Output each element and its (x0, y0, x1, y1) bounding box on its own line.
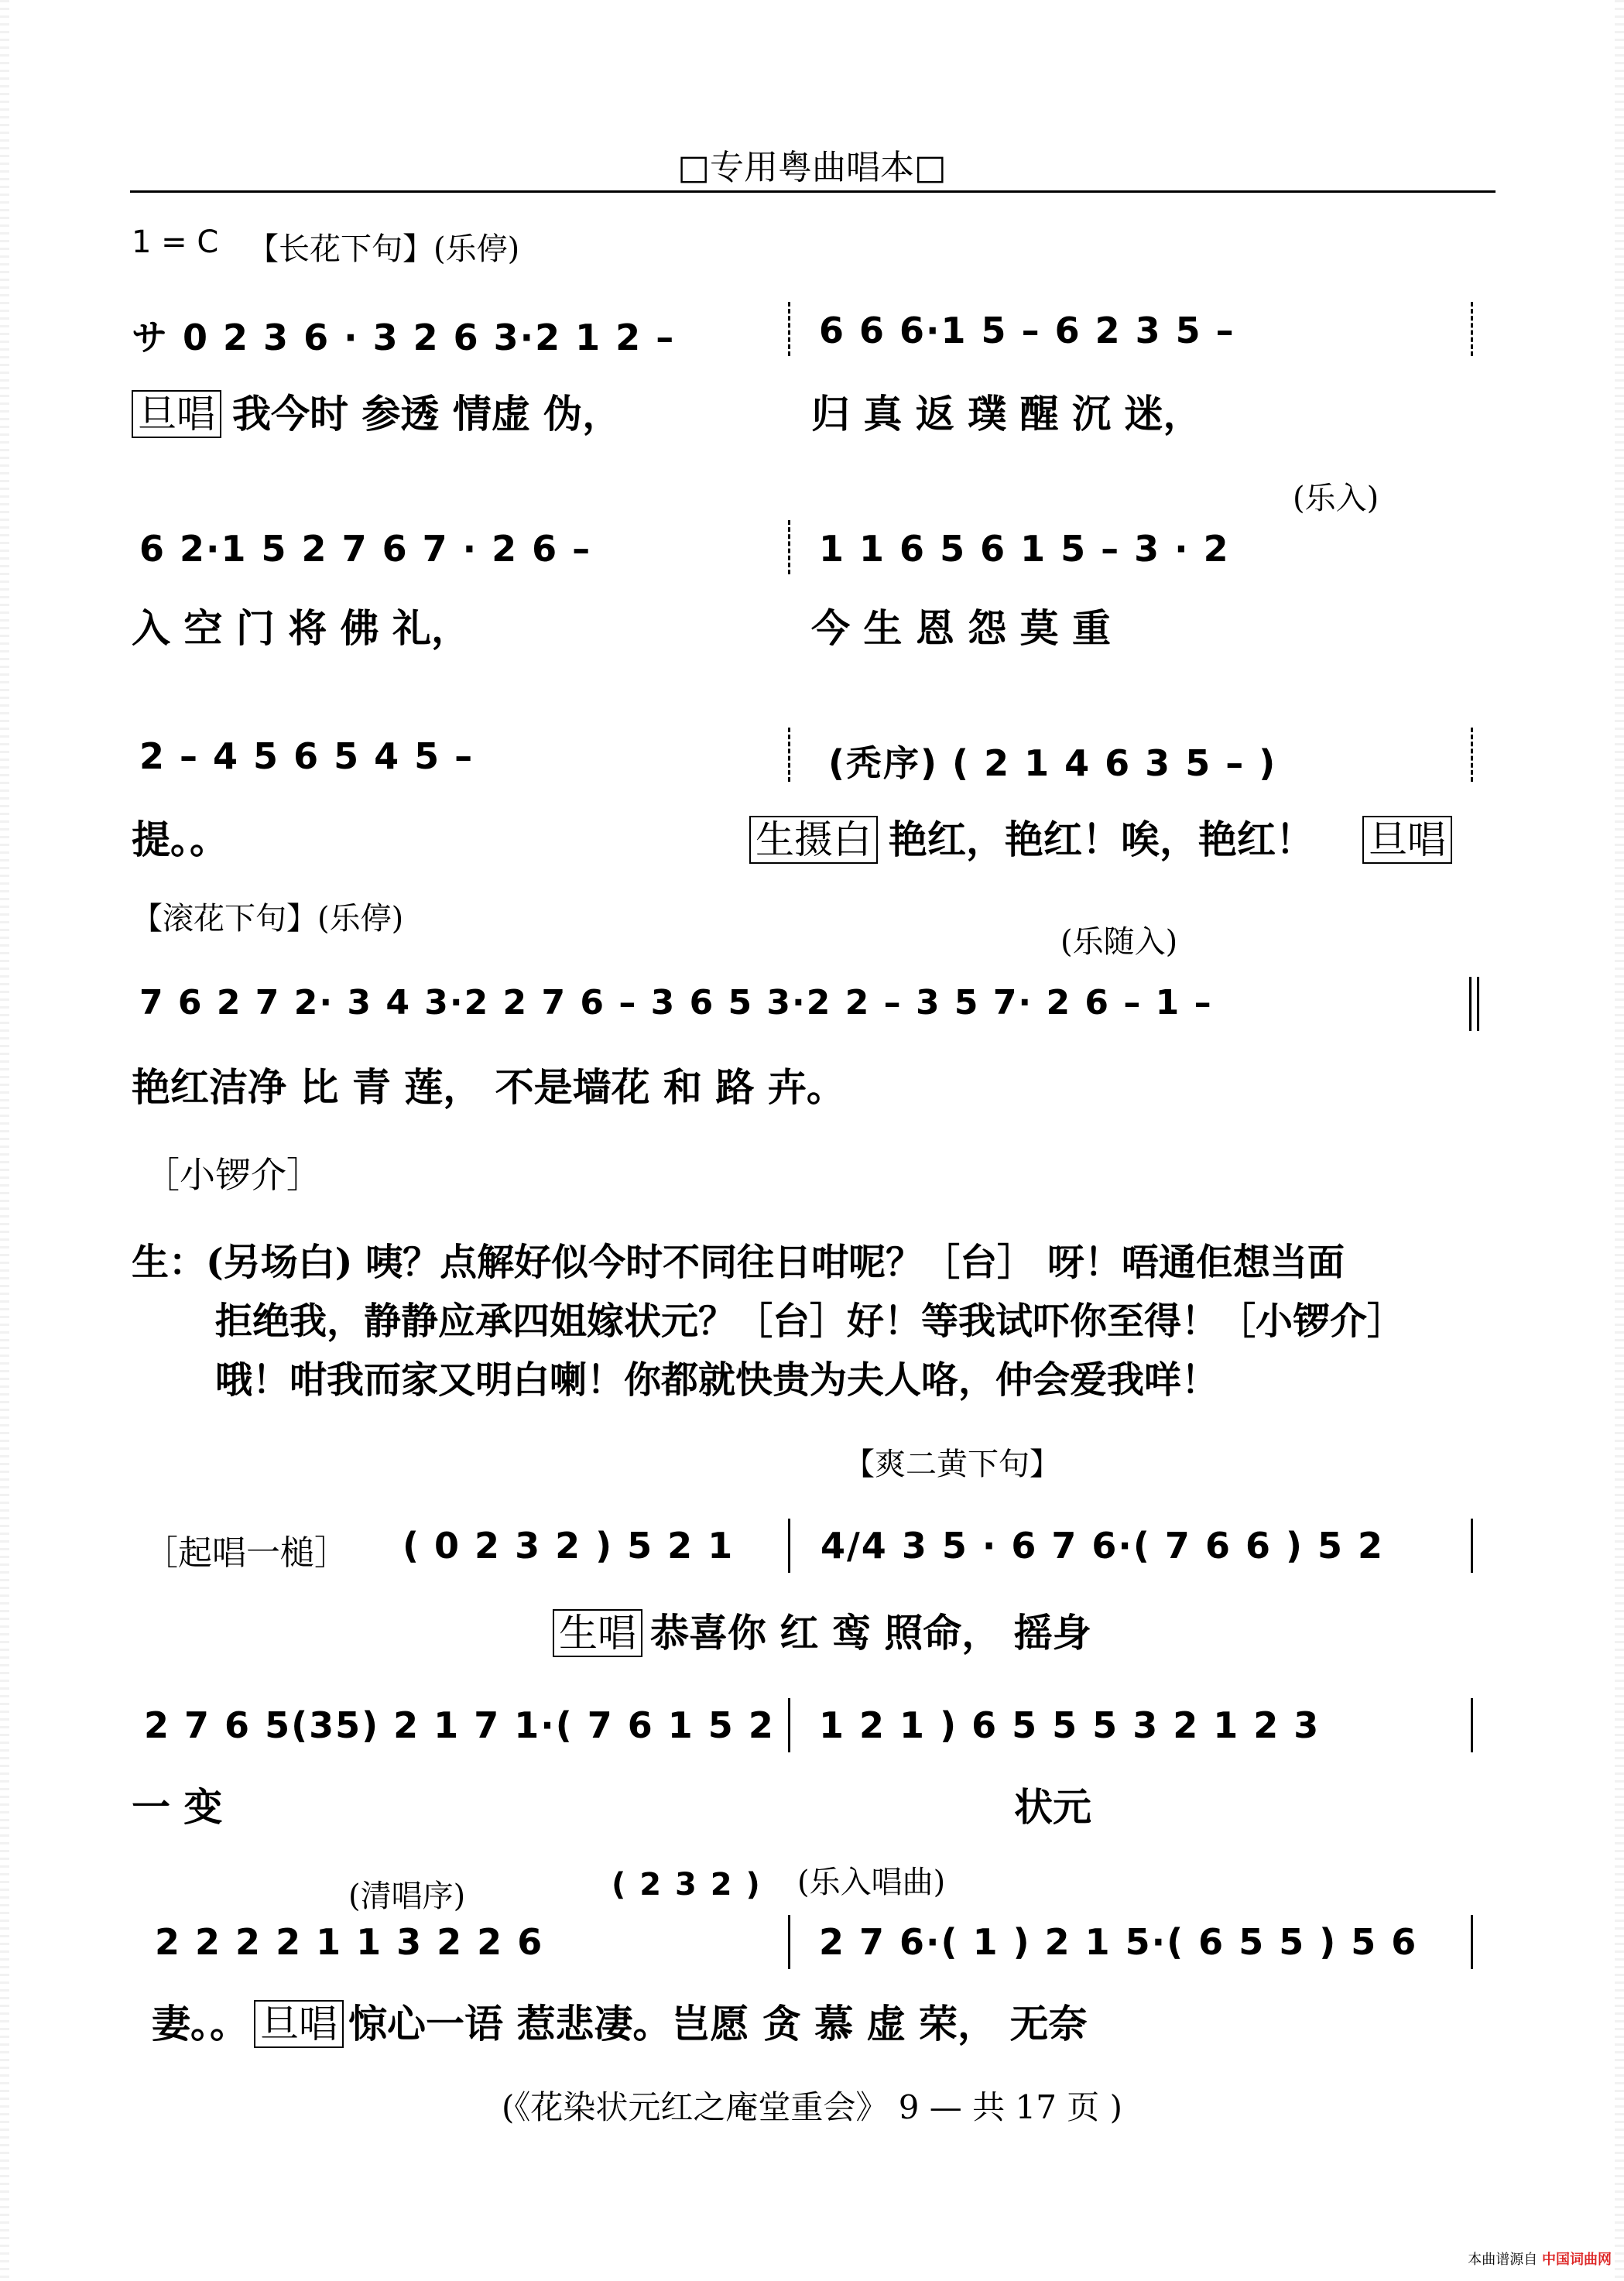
lyric-line-6a: 一 变 (132, 1784, 223, 1830)
dialogue-line-2: 拒绝我，静静应承四姐嫁状元？［台］好！等我试吓你至得！［小锣介］ (215, 1300, 1405, 1343)
barline (1471, 302, 1473, 356)
final-barline (1469, 977, 1472, 1031)
barline (788, 728, 790, 782)
role-box: 旦唱 (132, 390, 221, 438)
barline (1471, 1698, 1473, 1752)
header-rule (130, 190, 1496, 193)
annotation: (乐随入) (1060, 924, 1178, 960)
dialogue-line-1: 生：(另场白) 咦？点解好似今时不同往日咁呢？［台］ 呀！唔通佢想当面 (132, 1241, 1345, 1284)
annotation: (清唱序) (348, 1879, 466, 1914)
section-label-2: 【滚花下句】(乐停) (132, 901, 404, 937)
notation-line-5b: 4/4 3 5 · 6 7 6·( 7 6 6 ) 5 2 (821, 1525, 1385, 1567)
watermark (1468, 2248, 1612, 2269)
page-footer: (《花染状元红之庵堂重会》 9 — 共 17 页 ) (501, 2088, 1123, 2126)
page-header: □专用粤曲唱本□ (677, 148, 947, 187)
notation-line-3b: (秃序) ( 2 1 4 6 3 5 – ) (828, 742, 1277, 784)
role-box: 生唱 (553, 1609, 642, 1657)
lyric-line-2b: 今 生 恩 怨 莫 重 (811, 605, 1112, 651)
left-margin-pattern (0, 0, 9, 2281)
section-label-3: 【爽二黄下句】 (844, 1447, 1060, 1482)
section-label-1: 【长花下句】(乐停) (248, 231, 520, 267)
notation-line-3a: 2 – 4 5 6 5 4 5 – (139, 735, 475, 777)
annotation: ( 2 3 2 ) (612, 1867, 762, 1903)
lyric-line-1b: 归 真 返 璞 醒 沉 迷， (811, 391, 1202, 437)
barline (1471, 728, 1473, 782)
notation-line-1a: サ 0 2 3 6 · 3 2 6 3·2 1 2 – (132, 317, 676, 358)
role-box: 旦唱 (254, 2000, 344, 2048)
final-barline (1477, 977, 1479, 1031)
lyric-line-6b: 状元 (1014, 1784, 1091, 1830)
watermark-site: 中国词曲网 (1542, 2252, 1612, 2268)
notation-line-7b: 2 7 6·( 1 ) 2 1 5·( 6 5 5 ) 5 6 (819, 1921, 1418, 1963)
barline (788, 302, 790, 356)
barline (788, 1519, 790, 1573)
notation-line-4: 7 6 2 7 2· 3 4 3·2 2 7 6 – 3 6 5 3·2 2 – 3 5 7· 2 6 – 1 – (139, 983, 1213, 1022)
right-margin-pattern (1615, 0, 1624, 2281)
lyric-line-1a: 我今时 参透 情虚 伪， (232, 391, 622, 437)
barline (1471, 1519, 1473, 1573)
watermark-source: 本曲谱源自 (1468, 2252, 1538, 2268)
lyric-line-4: 艳红洁净 比 青 莲， 不是墙花 和 路 卉。 (132, 1064, 845, 1110)
barline (788, 520, 790, 574)
notation-line-7a: 2 2 2 2 1 1 3 2 2 6 (155, 1921, 544, 1963)
lyric-line-7a: 妻。。 (152, 2001, 248, 2046)
barline (1471, 1915, 1473, 1969)
annotation: (乐入) (1293, 481, 1379, 516)
cue-prefix: ［起唱一槌］ (144, 1533, 348, 1573)
key-signature: 1 = C (132, 224, 219, 260)
notation-line-5a: ( 0 2 3 2 ) 5 2 1 (403, 1525, 735, 1567)
annotation: (乐入唱曲) (797, 1865, 946, 1900)
notation-line-6b: 1 2 1 ) 6 5 5 5 3 2 1 2 3 (819, 1704, 1321, 1746)
lyric-line-7b: 惊心一语 惹悲凄。岂愿 贪 慕 虚 荣， 无奈 (348, 2001, 1088, 2046)
notation-line-6a: 2 7 6 5(35) 2 1 7 1·( 7 6 1 5 2 (144, 1704, 775, 1746)
role-box: 生摄白 (749, 816, 878, 864)
role-box: 旦唱 (1362, 816, 1452, 864)
gong-cue: ［小锣介］ (144, 1154, 322, 1196)
barline (788, 1698, 790, 1752)
notation-line-2b: 1 1 6 5 6 1 5 – 3 · 2 (819, 528, 1230, 570)
notation-line-1b: 6 6 6·1 5 – 6 2 3 5 – (819, 310, 1235, 351)
lyric-line-3a: 提。。 (132, 817, 228, 862)
lyric-line-3b: 艳红，艳红！唉，艳红！ (889, 817, 1314, 862)
barline (788, 1915, 790, 1969)
lyric-line-5: 恭喜你 红 鸾 照命， 摇身 (650, 1610, 1091, 1656)
dialogue-line-3: 哦！咁我而家又明白喇！你都就快贵为夫人咯，仲会爱我咩！ (215, 1358, 1219, 1402)
lyric-line-2a: 入 空 门 将 佛 礼， (132, 605, 471, 651)
notation-line-2a: 6 2·1 5 2 7 6 7 · 2 6 – (139, 528, 592, 570)
